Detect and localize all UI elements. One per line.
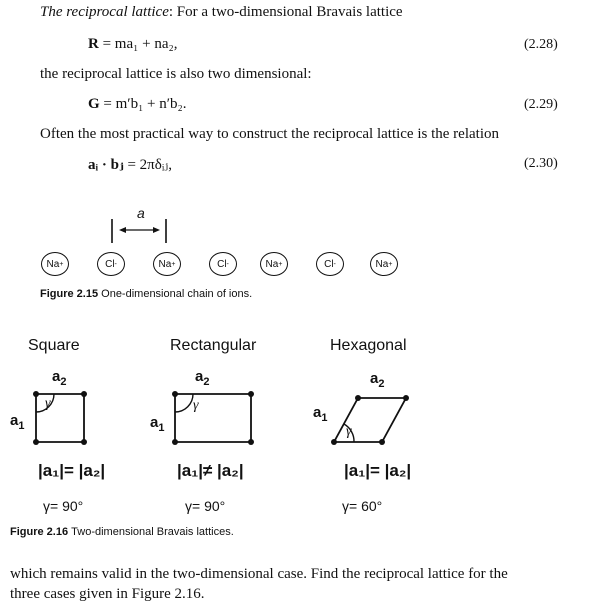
lattice-angle: γ= 60° [342, 498, 383, 514]
intro-text: : For a two-dimensional Bravais lattice [168, 4, 403, 20]
figure-label: Figure 2.15 [40, 288, 99, 300]
equation-lhs: aᵢ · bⱼ [88, 157, 124, 173]
spacing-label: a [137, 205, 145, 221]
angle-arc [175, 394, 193, 412]
equation-2-29 [88, 96, 187, 113]
equation-rhs: = m′b₁ + n′b₂. [103, 96, 187, 112]
equation-number: (2.29) [524, 97, 558, 112]
lattice-cell [36, 394, 84, 442]
equation-lhs: G [88, 96, 100, 112]
lattice-point [81, 391, 87, 397]
figure-caption [40, 288, 252, 300]
angle-gamma-label: γ [45, 396, 51, 411]
vector-a1-label: $a_1$ [10, 412, 25, 432]
lattice-point [33, 439, 39, 445]
ion-chloride: Cl - [97, 252, 125, 276]
equation-2-28 [88, 36, 177, 53]
equation-rhs: = ma₁ + na₂, [102, 36, 178, 52]
spacing-indicator [100, 205, 190, 245]
paragraph-line: the reciprocal lattice is also two dimensional: [40, 66, 312, 82]
ion-sodium: Na + [41, 252, 69, 276]
lattice-angle: γ= 90° [185, 498, 226, 514]
angle-gamma-label: γ [193, 398, 199, 413]
vector-a2-label: $a_2$ [195, 368, 210, 388]
lattice-angle: γ= 90° [43, 498, 84, 514]
rectangular-lattice-diagram [155, 370, 265, 460]
vector-a2-label: $a_2$ [52, 368, 67, 388]
paragraph-line: three cases given in Figure 2.16. [10, 586, 205, 602]
equation-2-30 [88, 155, 172, 174]
paragraph-line: Often the most practical way to construct the reciprocal lattice is the relation [40, 126, 499, 142]
caption-text: One-dimensional chain of ions. [101, 288, 253, 300]
arrowhead-left-icon [119, 227, 126, 233]
section-heading: The reciprocal lattice [40, 4, 169, 20]
lattice-point [33, 391, 39, 397]
intro-line [40, 4, 403, 21]
lattice-point [172, 439, 178, 445]
lattice-point [379, 439, 385, 445]
vector-a2-label: $a_2$ [370, 370, 385, 390]
vector-a1-label: $a_1$ [150, 414, 165, 434]
figure-caption [10, 526, 234, 538]
lattice-title-square: Square [28, 337, 80, 354]
lattice-point [331, 439, 337, 445]
lattice-cell [175, 394, 251, 442]
lattice-relation: |a₁|≠ |a₂| [177, 461, 244, 480]
lattice-relation: |a₁|= |a₂| [38, 461, 106, 480]
equation-lhs: R [88, 36, 99, 52]
lattice-point [172, 391, 178, 397]
ion-sodium: Na + [153, 252, 181, 276]
vector-a1-label: $a_1$ [313, 404, 328, 424]
lattice-relation: |a₁|= |a₂| [344, 461, 412, 480]
ion-chloride: Cl - [316, 252, 344, 276]
arrowhead-right-icon [153, 227, 160, 233]
equation-rhs: = 2πδᵢⱼ, [127, 157, 172, 173]
ion-chloride: Cl - [209, 252, 237, 276]
caption-text: Two-dimensional Bravais lattices. [71, 526, 234, 538]
lattice-point [355, 395, 361, 401]
lattice-point [403, 395, 409, 401]
lattice-point [248, 439, 254, 445]
lattice-point [248, 391, 254, 397]
ion-sodium: Na + [260, 252, 288, 276]
lattice-title-hexagonal: Hexagonal [330, 337, 407, 354]
equation-number: (2.30) [524, 156, 558, 171]
paragraph-line: which remains valid in the two-dimensional case. Find the reciprocal lattice for the [10, 566, 508, 582]
angle-gamma-label: γ [346, 424, 352, 439]
ion-sodium: Na + [370, 252, 398, 276]
lattice-title-rectangular: Rectangular [170, 337, 257, 354]
figure-label: Figure 2.16 [10, 526, 69, 538]
lattice-cell [334, 398, 406, 442]
equation-number: (2.28) [524, 37, 558, 52]
lattice-point [81, 439, 87, 445]
